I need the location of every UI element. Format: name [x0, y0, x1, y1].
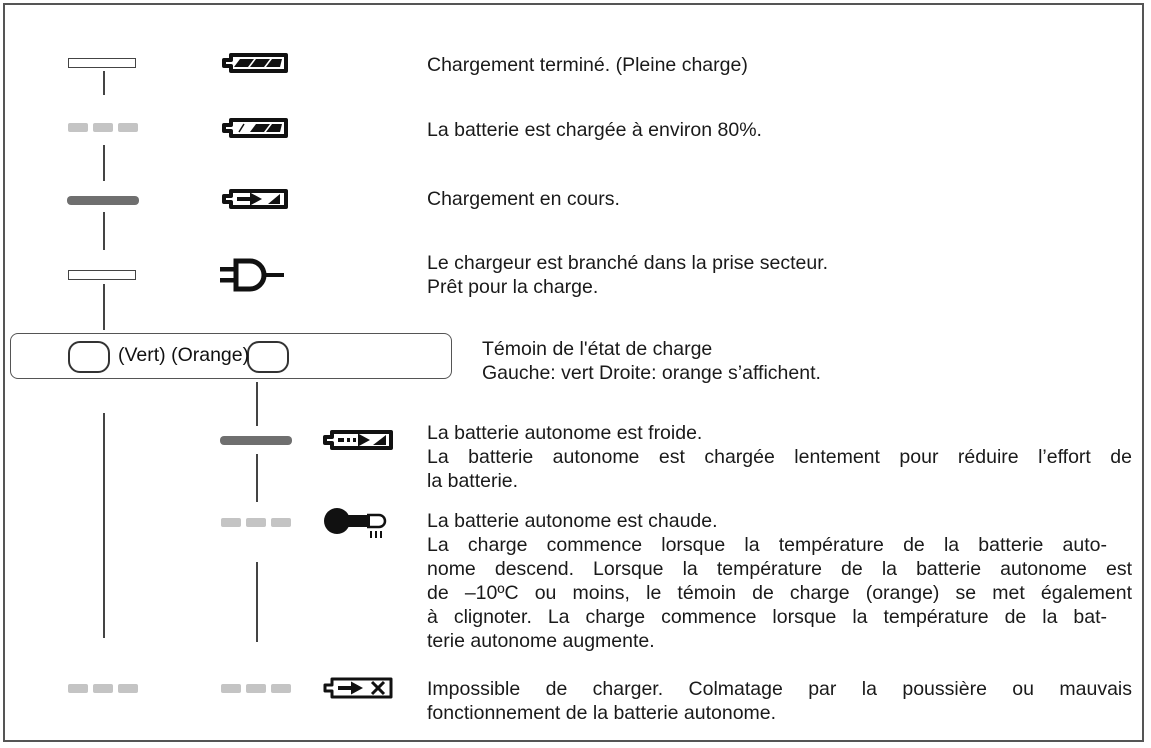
orange-led-blinking: [221, 518, 291, 527]
battery-full-icon: [222, 50, 290, 76]
description-ready: [427, 252, 1132, 300]
description-cold-battery: [427, 422, 1132, 494]
battery-charging-icon: [222, 186, 290, 212]
description-line: Chargement terminé. (Pleine charge): [427, 54, 748, 76]
connector-line: [103, 413, 105, 638]
description-line: terie autonome augmente.: [427, 630, 655, 652]
connector-line: [103, 145, 105, 181]
battery-80-icon: [222, 115, 290, 141]
plug-icon: [218, 258, 292, 292]
description-error: [427, 678, 1132, 726]
description-line: à clignoter. La charge commence lorsque la température de la bat-: [427, 606, 1107, 628]
description-line: la batterie.: [427, 470, 519, 492]
description-80-percent: [427, 119, 1132, 143]
green-led-on: [67, 196, 139, 205]
description-line: La batterie autonome est chaude.: [427, 510, 718, 532]
description-full-charge: [427, 54, 1132, 78]
connector-line: [256, 454, 258, 502]
description-line: nome descend. Lorsque la température de la batterie autonome est: [427, 558, 1132, 580]
connector-line: [256, 562, 258, 642]
green-led-off: [68, 270, 136, 280]
battery-error-icon: [323, 675, 395, 701]
connector-line: [103, 71, 105, 95]
description-hot-battery: [427, 510, 1132, 654]
description-line: La batterie autonome est froide.: [427, 422, 703, 444]
orange-led-blinking: [221, 684, 291, 693]
orange-lamp: [247, 341, 289, 373]
green-lamp: [68, 341, 110, 373]
description-charging: [427, 188, 1132, 212]
connector-line: [103, 284, 105, 330]
connector-line: [103, 212, 105, 250]
description-line: La batterie autonome est chargée lentement pour réduire l’effort de: [427, 446, 1132, 468]
green-led-off: [68, 58, 136, 68]
indicator-title: Témoin de l'état de charge: [482, 338, 713, 360]
description-line: Impossible de charger. Colmatage par la poussière ou mauvais: [427, 678, 1132, 700]
lamp-colors-label: (Vert) (Orange): [118, 344, 250, 366]
description-line: Chargement en cours.: [427, 188, 620, 210]
connector-line: [256, 382, 258, 426]
description-line: Prêt pour la charge.: [427, 276, 599, 298]
battery-slow-charge-icon: [323, 427, 395, 453]
green-led-blinking: [68, 123, 138, 132]
indicator-subtitle: Gauche: vert Droite: orange s’affichent.: [482, 362, 821, 384]
description-line: de –10ºC ou moins, le témoin de charge (orange) se met également: [427, 582, 1132, 604]
thermometer-hot-icon: [323, 505, 399, 541]
description-line: La batterie est chargée à environ 80%.: [427, 119, 762, 141]
green-led-blinking: [68, 684, 138, 693]
description-line: Le chargeur est branché dans la prise secteur.: [427, 252, 829, 274]
description-line: La charge commence lorsque la température de la batterie auto-: [427, 534, 1107, 556]
orange-led-on: [220, 436, 292, 445]
description-line: fonctionnement de la batterie autonome.: [427, 702, 777, 724]
indicator-description: [482, 338, 1122, 386]
